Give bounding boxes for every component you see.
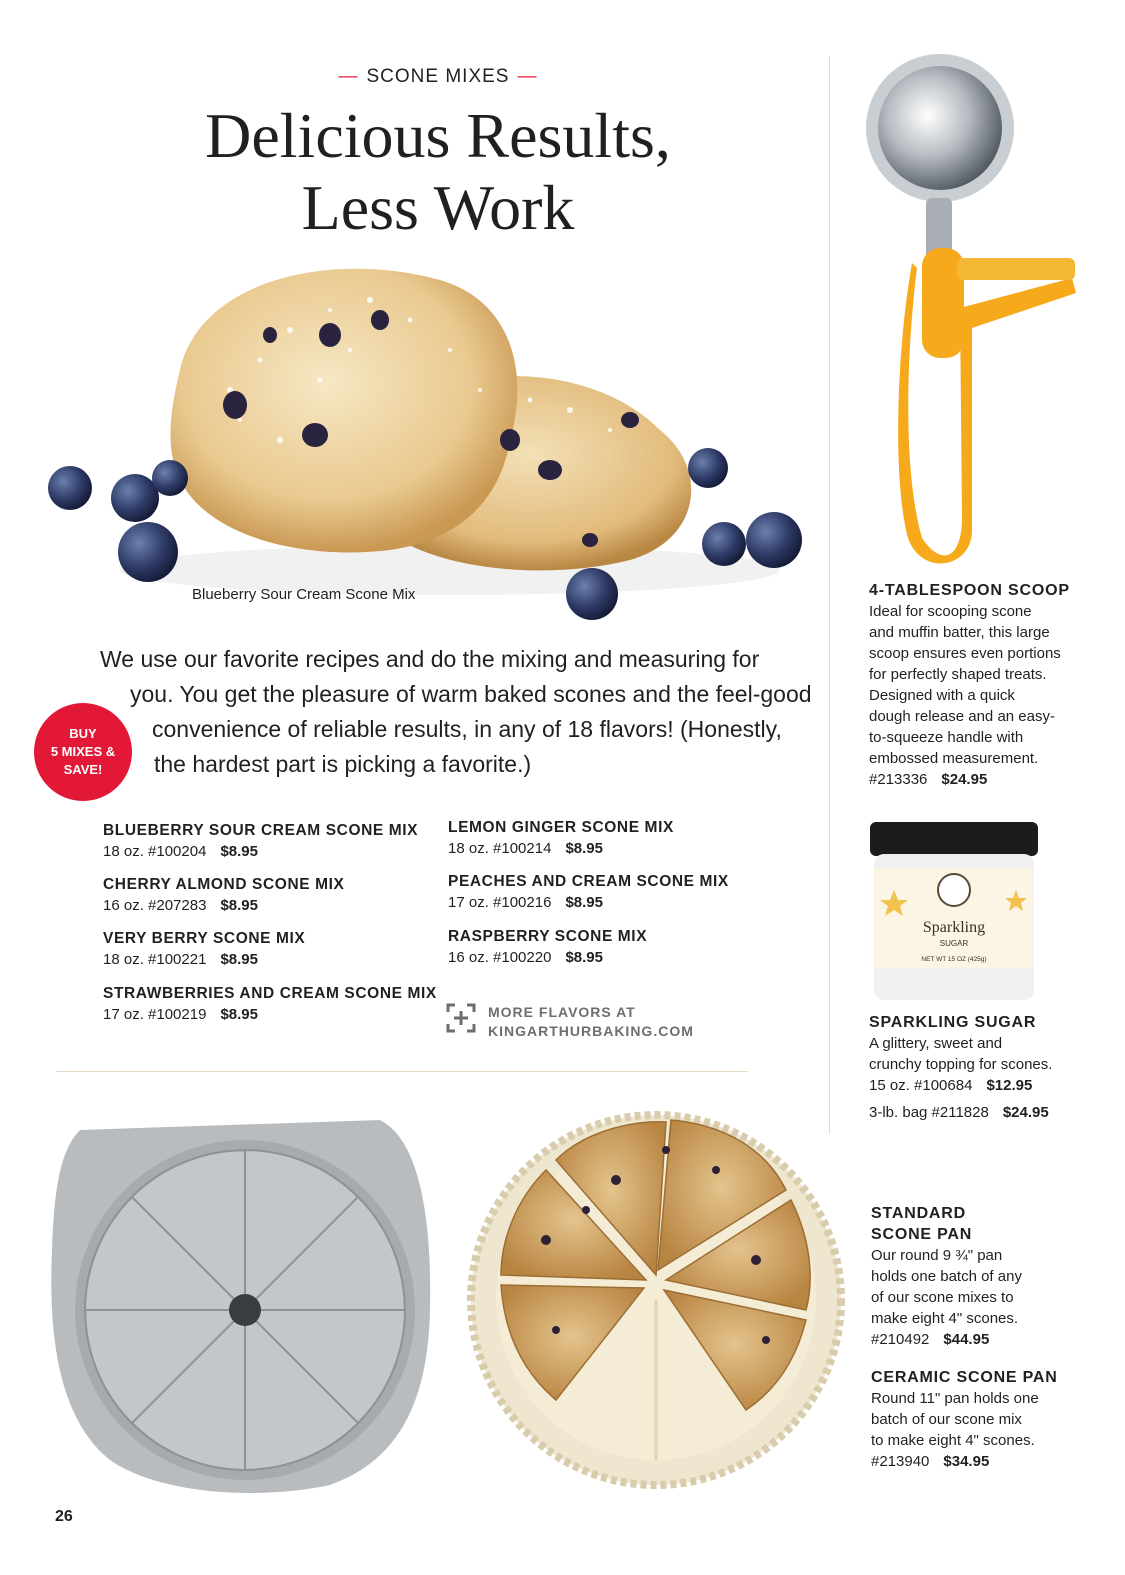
product-sku: 17 oz. #100219 xyxy=(103,1006,207,1023)
standard-scone-pan-product[interactable] xyxy=(871,1203,1022,1350)
more-flavors-line-1: MORE FLAVORS AT xyxy=(488,1004,636,1020)
product-price: $8.95 xyxy=(565,894,603,911)
product-name: BLUEBERRY SOUR CREAM SCONE MIX xyxy=(103,822,419,839)
product-name: CHERRY ALMOND SCONE MIX xyxy=(103,876,345,893)
jar-label-sub: SUGAR xyxy=(939,939,969,948)
product-sku: #210492 xyxy=(871,1331,930,1348)
desc-line: Round 11" pan holds one xyxy=(871,1390,1039,1407)
desc-line: A glittery, sweet and xyxy=(869,1035,1003,1052)
desc-line: Designed with a quick xyxy=(869,687,1015,704)
product-sku: 16 oz. #100220 xyxy=(448,949,552,966)
hero-caption: Blueberry Sour Cream Scone Mix xyxy=(192,586,416,603)
product-sku: 15 oz. #100684 xyxy=(869,1077,973,1094)
desc-line: embossed measurement. xyxy=(869,750,1039,767)
product-sku: #213940 xyxy=(871,1453,930,1470)
page-headline xyxy=(140,100,736,244)
product-name-line-1: STANDARD xyxy=(871,1205,966,1222)
vertical-divider xyxy=(829,56,830,1134)
horizontal-divider xyxy=(56,1071,748,1072)
desc-line: to make eight 4" scones. xyxy=(871,1432,1035,1449)
desc-line: scoop ensures even portions xyxy=(869,645,1061,662)
product-sku: 18 oz. #100214 xyxy=(448,840,552,857)
product-price: $24.95 xyxy=(1002,1104,1049,1121)
desc-line: Our round 9 ¾" pan xyxy=(871,1247,1003,1264)
jar-label-weight: NET WT 15 OZ (425g) xyxy=(921,956,987,963)
scoop-photo xyxy=(862,48,1084,568)
sparkling-sugar-jar-photo xyxy=(866,820,1042,1004)
eyebrow-dash-left: — xyxy=(338,66,359,87)
intro-line-4: the hardest part is picking a favorite.) xyxy=(154,751,532,777)
product-name: 4-TABLESPOON SCOOP xyxy=(869,582,1070,599)
product-item[interactable] xyxy=(448,928,647,966)
desc-line: crunchy topping for scones. xyxy=(869,1056,1053,1073)
product-name: PEACHES AND CREAM SCONE MIX xyxy=(448,873,729,890)
product-item[interactable] xyxy=(103,930,305,968)
eyebrow-dash-right: — xyxy=(517,66,538,87)
section-eyebrow xyxy=(210,66,666,88)
product-item[interactable] xyxy=(103,822,418,860)
product-sku: 18 oz. #100204 xyxy=(103,843,207,860)
product-name: STRAWBERRIES AND CREAM SCONE MIX xyxy=(103,985,437,1002)
product-sku: 18 oz. #100221 xyxy=(103,951,207,968)
more-flavors-url: KINGARTHURBAKING.COM xyxy=(488,1023,694,1039)
product-name: LEMON GINGER SCONE MIX xyxy=(448,819,674,836)
product-price: $8.95 xyxy=(565,949,603,966)
product-name: RASPBERRY SCONE MIX xyxy=(448,928,648,945)
product-sku: 16 oz. #207283 xyxy=(103,897,207,914)
ceramic-scone-pan-photo xyxy=(466,1090,850,1510)
intro-line-1: We use our favorite recipes and do the mixing and measuring for xyxy=(100,646,760,672)
desc-line: to-squeeze handle with xyxy=(869,729,1024,746)
product-price: $12.95 xyxy=(986,1077,1033,1094)
blueberry-scones-photo xyxy=(30,240,810,630)
product-name-line-2: SCONE PAN xyxy=(871,1226,973,1243)
product-item[interactable] xyxy=(103,985,437,1023)
sparkling-sugar-product[interactable] xyxy=(869,1012,1052,1123)
ceramic-scone-pan-product[interactable] xyxy=(871,1367,1058,1472)
badge-line-1: BUY xyxy=(69,726,97,741)
product-price: $8.95 xyxy=(220,951,258,968)
intro-line-2: you. You get the pleasure of warm baked scones and the feel-good xyxy=(130,681,812,707)
product-price: $24.95 xyxy=(941,771,988,788)
product-item[interactable] xyxy=(448,873,729,911)
badge-line-3: SAVE! xyxy=(63,762,103,777)
badge-line-2: 5 MIXES & xyxy=(50,744,116,759)
product-item[interactable] xyxy=(103,876,344,914)
scoop-product[interactable] xyxy=(869,580,1070,790)
page-number: 26 xyxy=(55,1508,73,1525)
intro-line-3: convenience of reliable results, in any of 18 flavors! (Honestly, xyxy=(152,716,782,742)
product-price: $34.95 xyxy=(943,1453,990,1470)
product-name: VERY BERRY SCONE MIX xyxy=(103,930,306,947)
product-price: $8.95 xyxy=(220,897,258,914)
product-name: SPARKLING SUGAR xyxy=(869,1014,1037,1031)
plus-frame-icon xyxy=(446,1003,476,1033)
desc-line: Ideal for scooping scone xyxy=(869,603,1032,620)
product-price: $8.95 xyxy=(565,840,603,857)
product-price: $44.95 xyxy=(943,1331,990,1348)
desc-line: and muffin batter, this large xyxy=(869,624,1050,641)
more-flavors-link[interactable] xyxy=(446,1003,694,1041)
product-item[interactable] xyxy=(448,819,674,857)
desc-line: make eight 4" scones. xyxy=(871,1310,1019,1327)
buy-5-save-badge[interactable] xyxy=(34,703,132,801)
desc-line: holds one batch of any xyxy=(871,1268,1022,1285)
product-sku: 17 oz. #100216 xyxy=(448,894,552,911)
product-price: $8.95 xyxy=(220,843,258,860)
jar-label-title: Sparkling xyxy=(922,919,986,936)
product-sku: #213336 xyxy=(869,771,928,788)
headline-line-1: Delicious Results, xyxy=(205,100,671,171)
eyebrow-text: SCONE MIXES xyxy=(366,66,510,87)
product-price: $8.95 xyxy=(220,1006,258,1023)
desc-line: batch of our scone mix xyxy=(871,1411,1022,1428)
headline-line-2: Less Work xyxy=(301,172,575,243)
desc-line: of our scone mixes to xyxy=(871,1289,1014,1306)
standard-scone-pan-photo xyxy=(40,1100,440,1500)
intro-paragraph xyxy=(100,642,810,782)
desc-line: for perfectly shaped treats. xyxy=(869,666,1047,683)
desc-line: dough release and an easy- xyxy=(869,708,1055,725)
product-name: CERAMIC SCONE PAN xyxy=(871,1369,1058,1386)
product-sku: 3-lb. bag #211828 xyxy=(869,1104,989,1121)
